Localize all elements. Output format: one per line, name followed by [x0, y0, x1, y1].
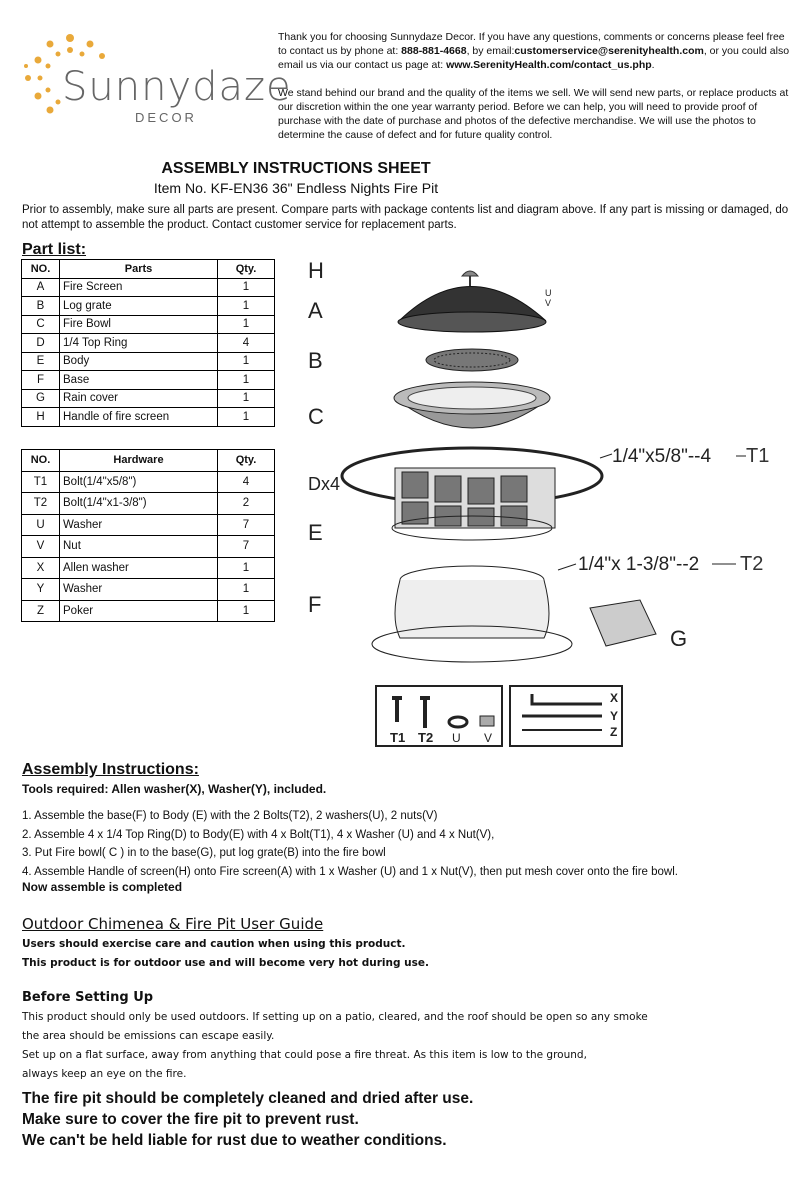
cell-part: Rain cover [60, 389, 218, 408]
tool-label: X [610, 691, 619, 705]
table-row [22, 278, 275, 297]
t2-label: T2 [740, 553, 764, 575]
care-notes [22, 1088, 473, 1151]
cell-no: Z [22, 600, 60, 622]
cell-no: X [22, 557, 60, 579]
base-part-f [372, 566, 572, 662]
tool-label: Z [610, 725, 618, 739]
t1-label: T1 [746, 445, 770, 467]
nut-icon [480, 716, 494, 726]
cell-part: Log grate [60, 297, 218, 316]
log-grate-part-b [426, 349, 518, 371]
cell-hardware: Nut [60, 536, 218, 558]
table-row [22, 408, 275, 427]
user-guide-heading: Outdoor Chimenea & Fire Pit User Guide [22, 915, 324, 933]
t1-size-text: 1/4"x5/8"--4 [612, 446, 712, 467]
step-item: 3. Put Fire bowl( C ) in to the base(G), put log grate(B) into the fire bowl [22, 847, 386, 859]
warning-line: Users should exercise care and caution when using this product. [22, 938, 406, 950]
cell-no: G [22, 389, 60, 408]
cell-part: 1/4 Top Ring [60, 334, 218, 353]
cell-qty: 1 [218, 408, 275, 427]
t2-size-text: 1/4"x 1-3/8"--2 [578, 554, 700, 575]
cell-no: E [22, 352, 60, 371]
item-number [0, 180, 808, 196]
uv-label: V [545, 298, 552, 308]
cell-qty: 4 [218, 334, 275, 353]
label-f: F [308, 592, 322, 617]
contact-text: , by email: [466, 45, 515, 57]
cell-qty: 1 [218, 297, 275, 316]
cell-part: Handle of fire screen [60, 408, 218, 427]
cell-part: Body [60, 352, 218, 371]
label-h: H [308, 258, 324, 283]
cell-qty: 7 [218, 536, 275, 558]
rain-cover-part-g [590, 600, 656, 646]
contact-email: customerservice@serenityhealth.com [514, 45, 704, 57]
cell-no: T1 [22, 471, 60, 493]
part-list-heading: Part list: [22, 241, 87, 258]
cell-qty: 4 [218, 471, 275, 493]
bolt-t2-icon [420, 698, 430, 728]
header-qty: Qty. [218, 450, 275, 472]
cell-qty: 1 [218, 278, 275, 297]
completion-note: Now assemble is completed [22, 880, 183, 894]
cell-no: H [22, 408, 60, 427]
contact-text: , or you could also email us via our contact us page at: [278, 45, 790, 71]
header-parts: Parts [60, 260, 218, 279]
cell-qty: 1 [218, 371, 275, 390]
table-row [22, 389, 275, 408]
uv-label: U [545, 288, 552, 298]
assembly-heading: Assembly Instructions: [22, 761, 199, 778]
cell-no: A [22, 278, 60, 297]
step-item: 4. Assemble Handle of screen(H) onto Fire screen(A) with 1 x Washer (U) and 1 x Nut(V), then put mesh cover onto the fire bowl. [22, 865, 678, 878]
cell-hardware: Washer [60, 514, 218, 536]
tool-label: Y [610, 709, 619, 723]
hw-label: U [452, 731, 461, 745]
cell-qty: 1 [218, 579, 275, 601]
cell-no: U [22, 514, 60, 536]
label-g: G [670, 626, 688, 651]
fire-bowl-part-c [394, 382, 550, 428]
before-line: always keep an eye on the fire. [22, 1068, 187, 1080]
cell-no: B [22, 297, 60, 316]
table-row [22, 371, 275, 390]
cell-no: C [22, 315, 60, 334]
washer-icon [449, 717, 467, 727]
care-line: The fire pit should be completely cleaned and dried after use. [22, 1090, 474, 1107]
cell-qty: 7 [218, 514, 275, 536]
warning-line: This product is for outdoor use and will become very hot during use. [22, 957, 429, 969]
before-line: This product should only be used outdoors. If setting up on a patio, cleared, and the roof should be open so any smoke [22, 1011, 648, 1023]
table-row [22, 514, 275, 536]
cell-no: T2 [22, 493, 60, 515]
allen-key-icon [532, 694, 602, 704]
hw-label: T1 [390, 730, 406, 745]
cell-part: Fire Screen [60, 278, 218, 297]
warranty-paragraph: We stand behind our brand and the quality of the items we sell. We will send new parts, or replace products at our discretion within the one year warranty period. Before we can help, you will need to provide proof of purchase with the date of purchase and photos of the defective merchandise. We will use the photos to determine the cause of defect and for future quality control. [278, 87, 789, 141]
exploded-assembly-diagram [300, 258, 800, 748]
table-row [22, 352, 275, 371]
prior-assembly-note: Prior to assembly, make sure all parts are present. Compare parts with package contents list and diagram above. If any part is missing or damaged, do not attempt to assemble the product. Contact customer service for replacement parts. [22, 204, 789, 231]
cell-part: Fire Bowl [60, 315, 218, 334]
cell-qty: 1 [218, 315, 275, 334]
assembly-steps [22, 807, 792, 881]
contact-paragraph [278, 30, 793, 72]
t1-callout [600, 445, 769, 467]
fire-screen-part-a [398, 287, 552, 333]
cell-hardware: Washer [60, 579, 218, 601]
label-c: C [308, 404, 324, 429]
cell-part: Base [60, 371, 218, 390]
tools-box [510, 686, 622, 746]
table-row [22, 493, 275, 515]
hardware-table [21, 449, 275, 622]
cell-hardware: Poker [60, 600, 218, 622]
safety-warnings [22, 935, 429, 973]
cell-no: Y [22, 579, 60, 601]
care-line: We can't be held liable for rust due to weather conditions. [22, 1132, 447, 1149]
tools-required: Tools required: Allen washer(X), Washer(Y), included. [22, 782, 327, 796]
page-title-text: ASSEMBLY INSTRUCTIONS SHEET [161, 160, 431, 177]
table-header-row [22, 260, 275, 279]
table-row [22, 557, 275, 579]
cell-no: F [22, 371, 60, 390]
label-d: Dx4 [308, 474, 341, 494]
logo-sub-text: DECOR [135, 110, 197, 125]
contact-url: www.SerenityHealth.com/contact_us.php [446, 59, 652, 71]
before-setting-up-heading: Before Setting Up [22, 990, 154, 1005]
table-row [22, 334, 275, 353]
hw-label: V [484, 731, 493, 745]
label-e: E [308, 520, 323, 545]
step-item: 2. Assemble 4 x 1/4 Top Ring(D) to Body(E) with 4 x Bolt(T1), 4 x Washer (U) and 4 x Nut(V), [22, 828, 495, 841]
page-title [0, 160, 808, 178]
label-a: A [308, 298, 323, 323]
cell-qty: 1 [218, 389, 275, 408]
t2-callout [558, 553, 763, 575]
brand-logo [20, 30, 292, 140]
table-row [22, 536, 275, 558]
header-no: NO. [22, 260, 60, 279]
cell-no: V [22, 536, 60, 558]
contact-text: . [651, 59, 655, 71]
cell-no: D [22, 334, 60, 353]
label-b: B [308, 348, 323, 373]
table-row [22, 297, 275, 316]
table-row [22, 579, 275, 601]
table-row [22, 315, 275, 334]
before-line: the area should be emissions can escape easily. [22, 1030, 275, 1042]
logo-brand-text: Sunnydaze [62, 64, 292, 110]
hardware-box [376, 686, 502, 746]
body-part-e [342, 448, 602, 540]
header-no: NO. [22, 450, 60, 472]
contact-block [278, 30, 793, 156]
table-header-row [22, 450, 275, 472]
cell-hardware: Bolt(1/4"x1-3/8") [60, 493, 218, 515]
header-hardware: Hardware [60, 450, 218, 472]
bolt-t1-icon [392, 698, 402, 722]
header-qty: Qty. [218, 260, 275, 279]
hw-label: T2 [418, 730, 434, 745]
cell-hardware: Allen washer [60, 557, 218, 579]
before-setting-up-text [22, 1008, 792, 1084]
cell-qty: 1 [218, 352, 275, 371]
contact-phone: 888-881-4668 [401, 45, 467, 57]
cell-qty: 1 [218, 600, 275, 622]
item-number-text: Item No. KF-EN36 36" Endless Nights Fire Pit [153, 180, 439, 196]
step-item: 1. Assemble the base(F) to Body (E) with the 2 Bolts(T2), 2 washers(U), 2 nuts(V) [22, 810, 438, 822]
cell-hardware: Bolt(1/4"x5/8") [60, 471, 218, 493]
table-row [22, 600, 275, 622]
parts-table [21, 259, 275, 427]
handle-part-h [462, 271, 478, 286]
before-line: Set up on a flat surface, away from anything that could pose a fire threat. As this item is low to the ground, [22, 1049, 587, 1061]
table-row [22, 471, 275, 493]
cell-qty: 2 [218, 493, 275, 515]
cell-qty: 1 [218, 557, 275, 579]
contact-text: Thank you for choosing Sunnydaze Decor. If you have any questions, comments or concerns please feel free to contact us by phone at: [278, 31, 785, 57]
care-line: Make sure to cover the fire pit to prevent rust. [22, 1111, 359, 1128]
